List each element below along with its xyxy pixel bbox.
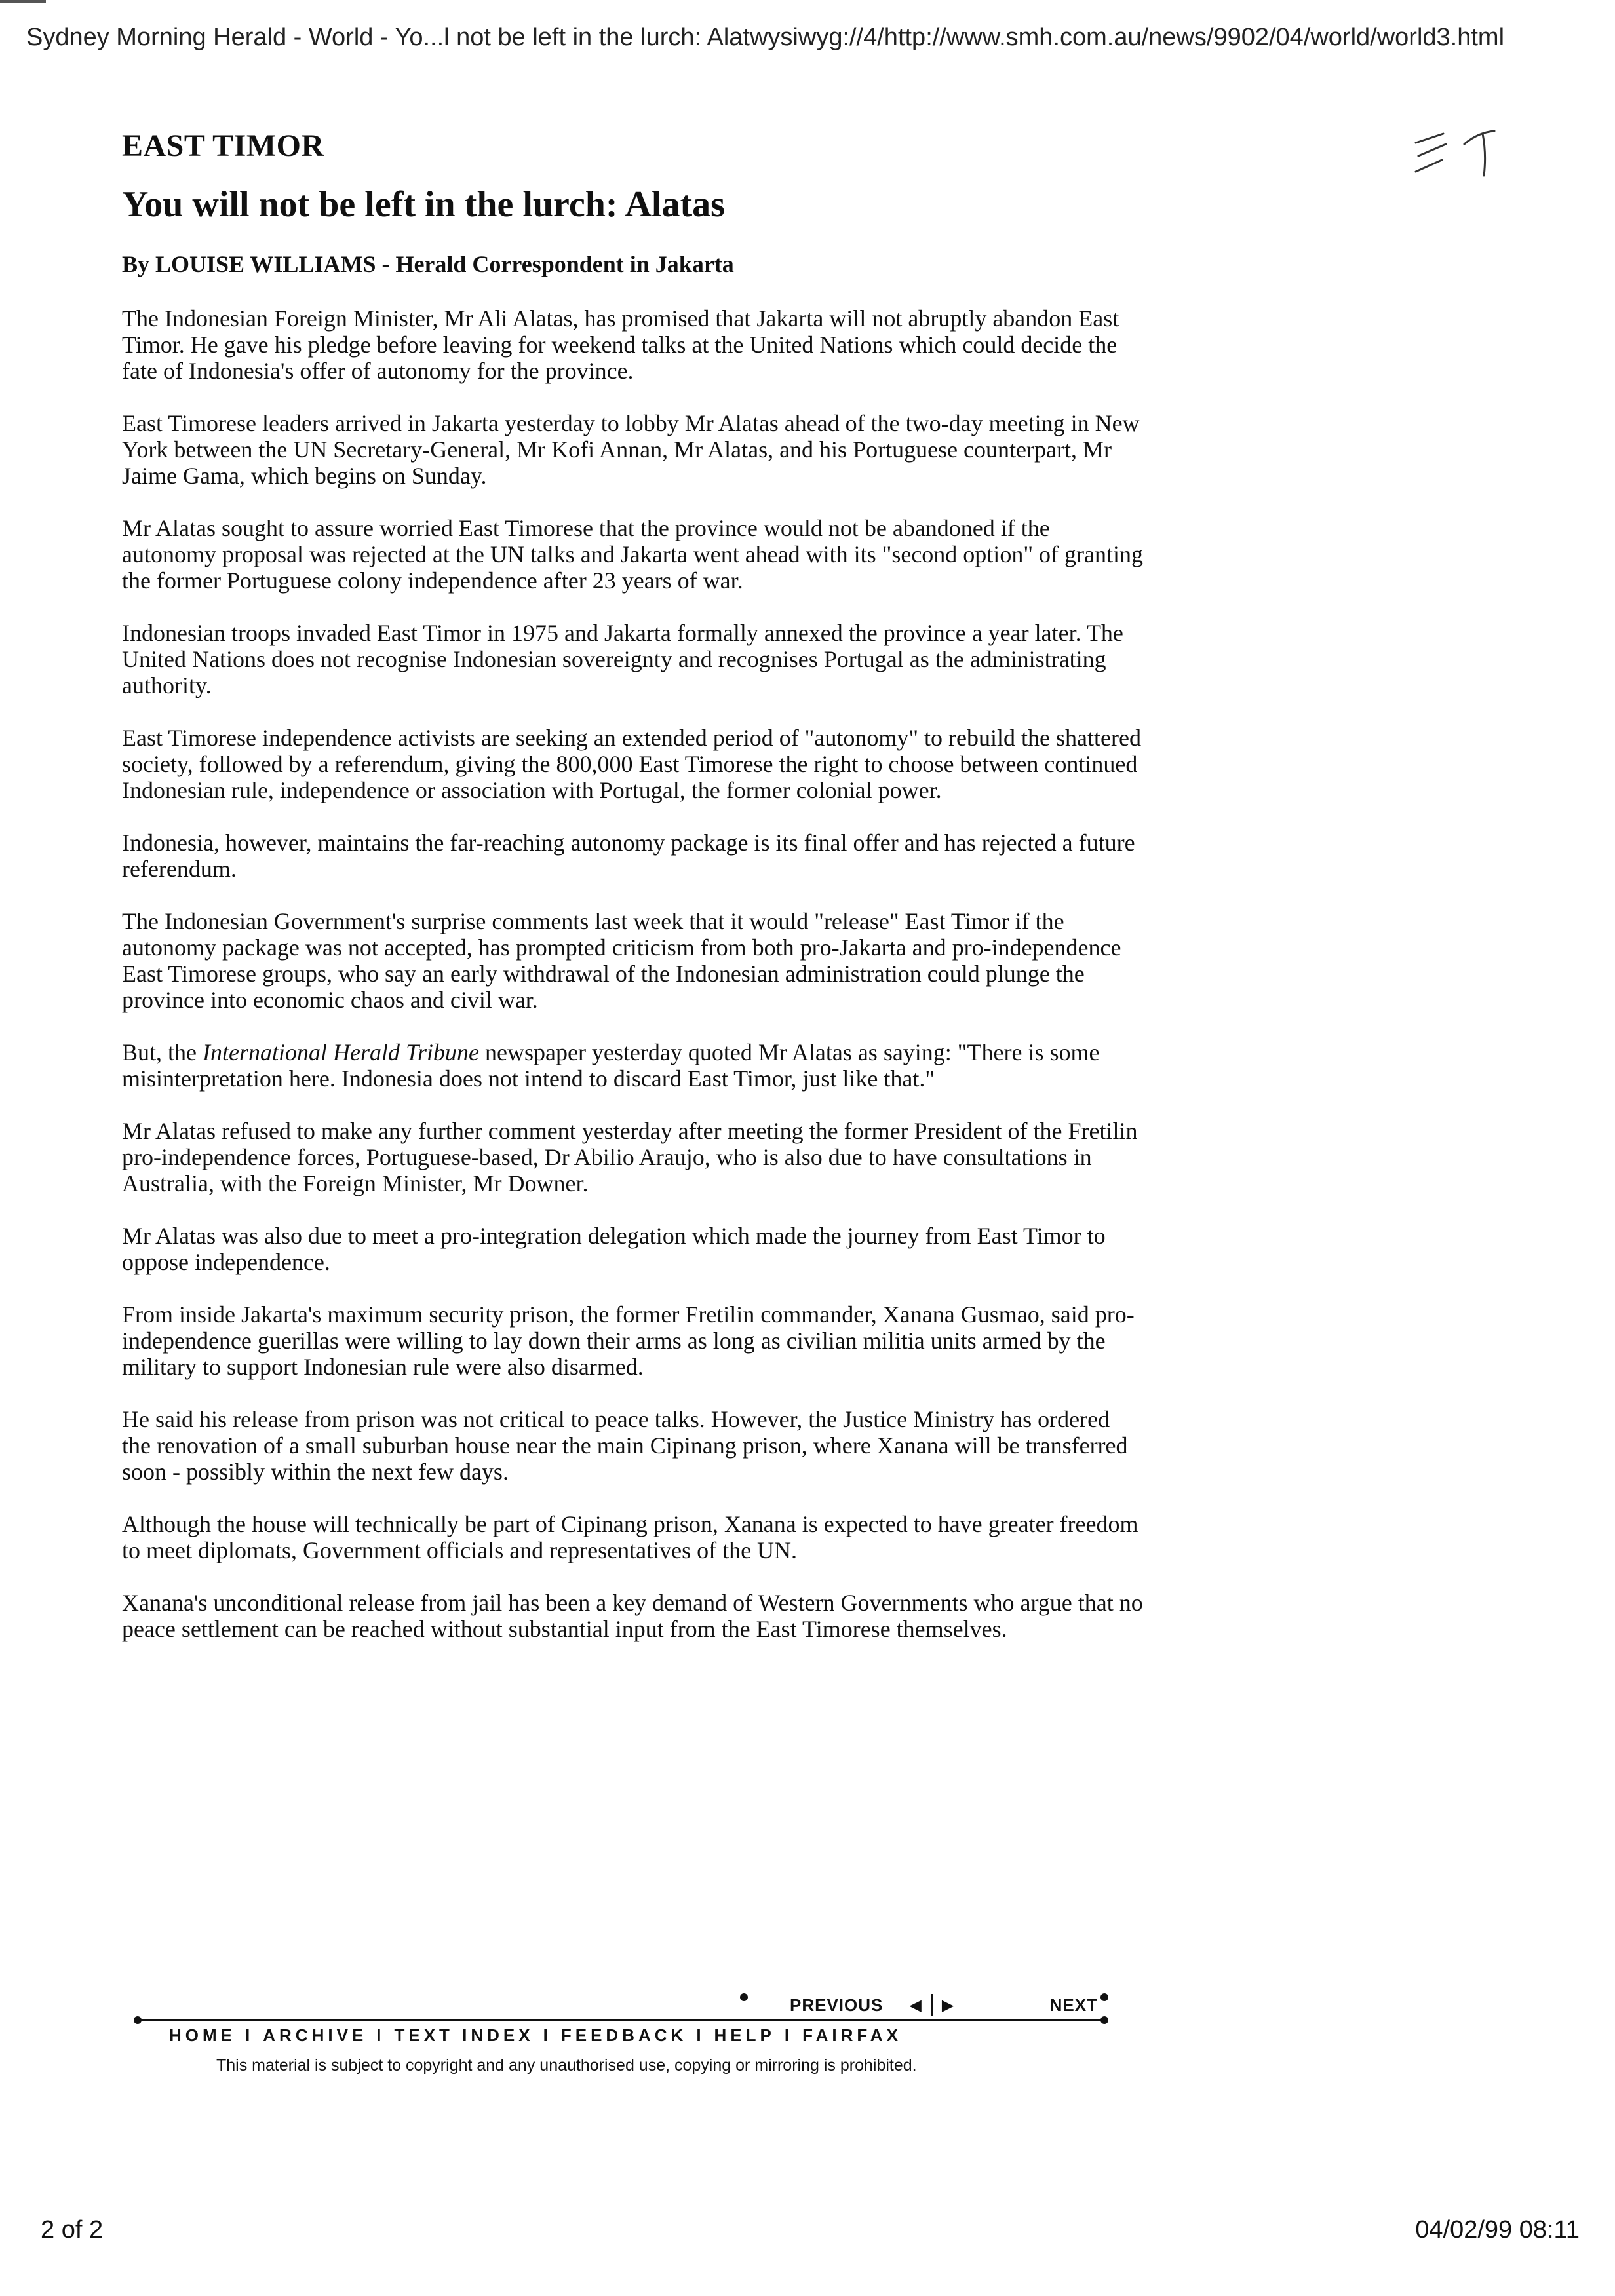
previous-link[interactable]: PREVIOUS <box>790 1995 884 2015</box>
print-datetime: 04/02/99 08:11 <box>1415 2216 1580 2244</box>
article-paragraph: From inside Jakarta's maximum security prison, the former Fretilin commander, Xanana Gusmao, said pro-independence guerillas were willing to lay down their arms as long as civilian militia units armed by the military to support Indonesian rule were also disarmed. <box>122 1301 1135 1380</box>
article-paragraph: East Timorese independence activists are seeking an extended period of "autonomy" to rebuild the shattered society, followed by a referendum, giving the 800,000 East Timorese the right to choose between continued Indonesian rule, independence or association with Portugal, the former colonial power. <box>122 725 1141 803</box>
nav-separator: I <box>543 2025 552 2045</box>
article-paragraph: Although the house will technically be part of Cipinang prison, Xanana is expected to have greater freedom to meet diplomats, Government officials and representatives of the UN. <box>122 1511 1138 1563</box>
section-label: EAST TIMOR <box>122 128 324 163</box>
iht-after: newspaper yesterday quoted Mr Alatas as saying: "There is some misinterpretation here. Indonesia does not intend to discard East Timor, just like that." <box>122 1039 1100 1092</box>
nav-fairfax-link[interactable]: FAIRFAX <box>802 2025 902 2045</box>
article-paragraph: East Timorese leaders arrived in Jakarta yesterday to lobby Mr Alatas ahead of the two-day meeting in New York between the UN Secretary-General, Mr Kofi Annan, Mr Alatas, and his Portuguese counterpart, Mr Jaime Gama, which begins on Sunday. <box>122 410 1140 489</box>
nav-divider <box>931 1994 933 2016</box>
prev-next-controls <box>744 1993 1104 2017</box>
nav-home-link[interactable]: HOME <box>169 2025 236 2045</box>
nav-links-row <box>138 2019 1104 2046</box>
nav-archive-link[interactable]: ARCHIVE <box>263 2025 368 2045</box>
article-paragraph-iht <box>122 1039 1144 1092</box>
nav-separator: I <box>376 2025 385 2045</box>
page-number: 2 of 2 <box>41 2216 104 2244</box>
iht-before: But, the <box>122 1039 203 1065</box>
nav-help-link[interactable]: HELP <box>714 2025 775 2045</box>
byline <box>122 250 1144 278</box>
browser-print-header: Sydney Morning Herald - World - Yo...l not be left in the lurch: Alatwysiwyg://4/http://www.smh.com.au/news/9902/04/world/world3.html <box>26 24 1505 51</box>
nav-dot <box>134 2016 142 2024</box>
byline-author: LOUISE WILLIAMS - Herald Correspondent in Jakarta <box>155 251 734 277</box>
article-paragraph: Mr Alatas refused to make any further comment yesterday after meeting the former President of the Fretilin pro-independence forces, Portuguese-based, Dr Abilio Araujo, who is also due to have consultations in Australia, with the Foreign Minister, Mr Downer. <box>122 1118 1138 1196</box>
headline: You will not be left in the lurch: Alatas <box>122 184 725 225</box>
scan-edge-mark <box>0 0 46 3</box>
prev-next-bar <box>138 1993 1104 2019</box>
article-paragraph: The Indonesian Government's surprise comments last week that it would "release" East Timor if the autonomy package was not accepted, has prompted criticism from both pro-Jakarta and pro-independence East Timorese groups, who say an early withdrawal of the Indonesian administration could plunge the province into economic chaos and civil war. <box>122 908 1121 1013</box>
handwritten-annotation <box>1409 124 1508 197</box>
site-navigation <box>138 1993 1104 2046</box>
nav-feedback-link[interactable]: FEEDBACK <box>560 2025 688 2045</box>
article-paragraph: Xanana's unconditional release from jail has been a key demand of Western Governments who argue that no peace settlement can be reached without substantial input from the East Timorese themselves. <box>122 1590 1143 1642</box>
article-paragraph: The Indonesian Foreign Minister, Mr Ali Alatas, has promised that Jakarta will not abruptly abandon East Timor. He gave his pledge before leaving for weekend talks at the United Nations which could decide the fate of Indonesia's offer of autonomy for the province. <box>122 305 1119 384</box>
article <box>122 128 1144 1668</box>
nav-dot <box>1100 2016 1108 2024</box>
article-paragraph: Indonesia, however, maintains the far-reaching autonomy package is its final offer and has rejected a future referendum. <box>122 830 1135 882</box>
article-paragraph: Indonesian troops invaded East Timor in 1975 and Jakarta formally annexed the province a year later. The United Nations does not recognise Indonesian sovereignty and recognises Portugal as the administrating authority. <box>122 620 1123 698</box>
nav-separator: I <box>245 2025 254 2045</box>
nav-separator: I <box>696 2025 705 2045</box>
arrow-right-icon[interactable]: ▶ <box>941 1996 954 2014</box>
article-paragraph: He said his release from prison was not critical to peace talks. However, the Justice Ministry has ordered the renovation of a small suburban house near the main Cipinang prison, where Xanana will be transferred soon - possibly within the next few days. <box>122 1406 1128 1485</box>
arrow-left-icon[interactable]: ◀ <box>909 1996 922 2014</box>
copyright-notice: This material is subject to copyright and any unauthorised use, copying or mirroring is prohibited. <box>216 2056 917 2075</box>
iht-title: International Herald Tribune <box>203 1039 479 1065</box>
byline-prefix: By <box>122 251 150 277</box>
nav-separator: I <box>784 2025 794 2045</box>
nav-text-index-link[interactable]: TEXT INDEX <box>394 2025 534 2045</box>
article-paragraph: Mr Alatas was also due to meet a pro-integration delegation which made the journey from East Timor to oppose independence. <box>122 1223 1106 1275</box>
next-link[interactable]: NEXT <box>1049 1995 1098 2015</box>
article-paragraph: Mr Alatas sought to assure worried East Timorese that the province would not be abandoned if the autonomy proposal was rejected at the UN talks and Jakarta went ahead with its "second option" of granting the former Portuguese colony independence after 23 years of war. <box>122 515 1143 594</box>
